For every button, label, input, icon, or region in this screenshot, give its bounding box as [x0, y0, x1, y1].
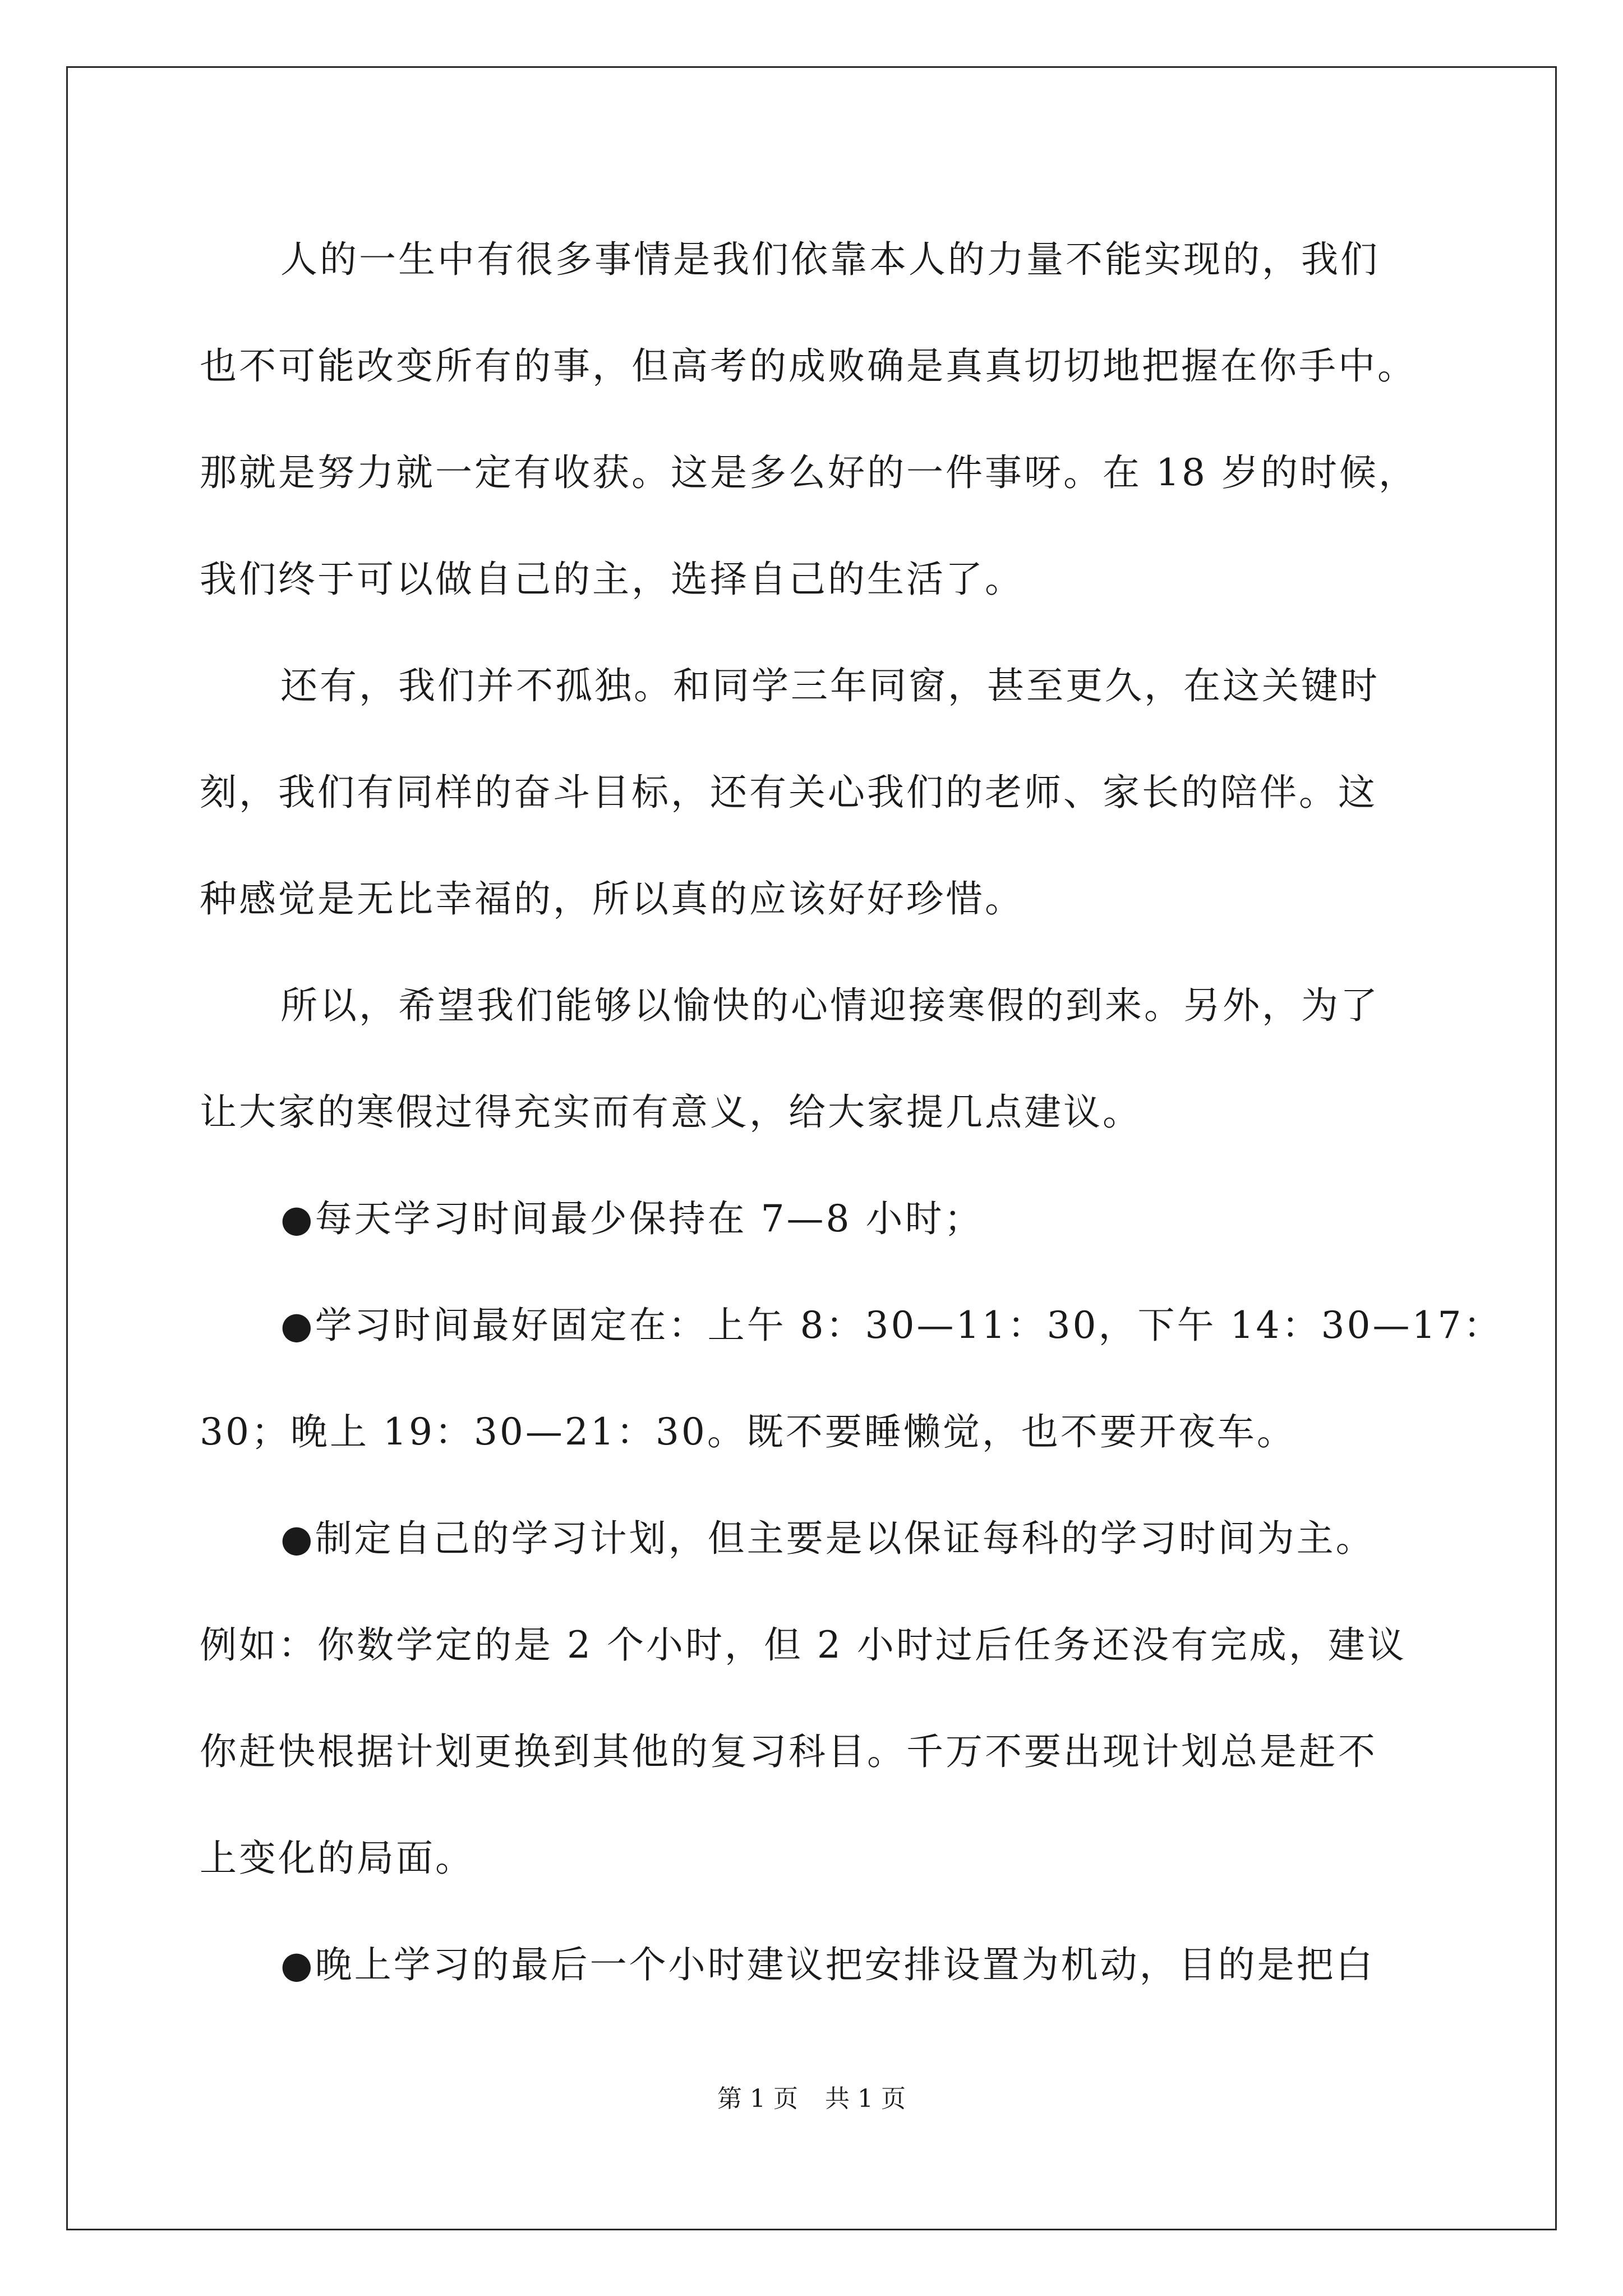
paragraph-2-line-1: 还有，我们并不孤独。和同学三年同窗，甚至更久，在这关键时: [280, 664, 1380, 707]
bullet-2-line-1: ●学习时间最好固定在：上午 8：30—11：30，下午 14：30—17：: [280, 1304, 1503, 1347]
page-number: 第 1 页: [717, 2085, 798, 2113]
paragraph-1-line-4: 我们终于可以做自己的主，选择自己的生活了。: [200, 558, 1024, 601]
bullet-3-line-3: 你赶快根据计划更换到其他的复习科目。千万不要出现计划总是赶不: [200, 1730, 1377, 1773]
paragraph-2-line-2: 刻，我们有同样的奋斗目标，还有关心我们的老师、家长的陪伴。这: [200, 771, 1377, 814]
paragraph-3-line-1: 所以，希望我们能够以愉快的心情迎接寒假的到来。另外，为了: [280, 984, 1380, 1027]
document-body: [200, 206, 1503, 2018]
paragraph-3-line-2: 让大家的寒假过得充实而有意义，给大家提几点建议。: [200, 1091, 1142, 1134]
page-total: 共 1 页: [825, 2085, 906, 2113]
paragraph-1-line-3: 那就是努力就一定有收获。这是多么好的一件事呀。在 18 岁的时候，: [200, 451, 1418, 494]
bullet-1-line-1: ●每天学习时间最少保持在 7—8 小时；: [280, 1197, 984, 1240]
paragraph-1-line-2: 也不可能改变所有的事，但高考的成败确是真真切切地把握在你手中。: [200, 344, 1417, 388]
bullet-3-line-2: 例如：你数学定的是 2 个小时，但 2 小时过后任务还没有完成，建议: [200, 1623, 1407, 1667]
page-footer: [0, 2078, 1623, 2114]
bullet-3-line-1: ●制定自己的学习计划，但主要是以保证每科的学习时间为主。: [280, 1517, 1375, 1560]
paragraph-1-line-1: 人的一生中有很多事情是我们依靠本人的力量不能实现的，我们: [280, 238, 1380, 281]
bullet-2-line-2: 30；晚上 19：30—21：30。既不要睡懒觉，也不要开夜车。: [200, 1410, 1296, 1453]
paragraph-2-line-3: 种感觉是无比幸福的，所以真的应该好好珍惜。: [200, 877, 1024, 921]
bullet-3-line-4: 上变化的局面。: [200, 1837, 474, 1880]
bullet-4-line-1: ●晚上学习的最后一个小时建议把安排设置为机动，目的是把白: [280, 1943, 1375, 1986]
